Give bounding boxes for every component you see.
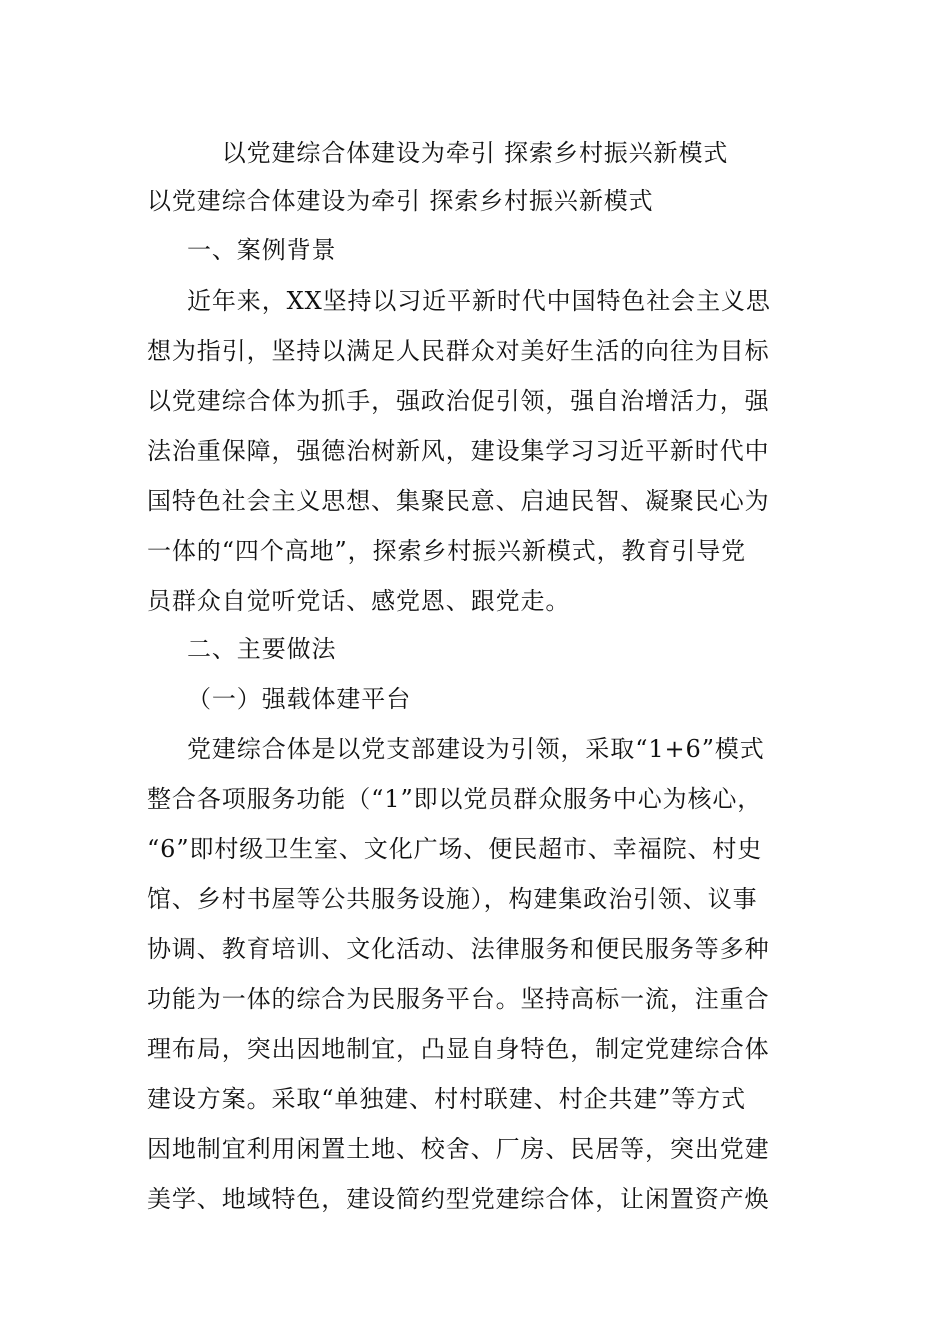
paragraph-line: 功能为一体的综合为民服务平台。坚持高标一流，注重合 [147, 985, 770, 1013]
subsection-heading: （一）强载体建平台 [187, 685, 412, 713]
paragraph-line: 馆、乡村书屋等公共服务设施），构建集政治引领、议事 [147, 885, 758, 913]
paragraph-line: 以党建综合体为抓手，强政治促引领，强自治增活力，强 [147, 387, 770, 415]
paragraph-line: 因地制宜利用闲置土地、校舍、厂房、民居等，突出党建 [147, 1135, 770, 1163]
document-title-left: 以党建综合体建设为牵引 探索乡村振兴新模式 [147, 187, 654, 215]
document-title-centered: 以党建综合体建设为牵引 探索乡村振兴新模式 [221, 139, 729, 167]
paragraph-line: 想为指引，坚持以满足人民群众对美好生活的向往为目标 [147, 337, 770, 365]
paragraph-line: 党建综合体是以党支部建设为引领，采取“1+6”模式 [187, 735, 765, 763]
paragraph-line: 整合各项服务功能（“1”即以党员群众服务中心为核心， [147, 785, 763, 813]
paragraph-line: 美学、地域特色，建设简约型党建综合体，让闲置资产焕 [147, 1185, 770, 1213]
paragraph-line: 建设方案。采取“单独建、村村联建、村企共建”等方式 [147, 1085, 747, 1113]
paragraph-line: 员群众自觉听党话、感党恩、跟党走。 [147, 587, 571, 615]
paragraph-line: 法治重保障，强德治树新风，建设集学习习近平新时代中 [147, 437, 770, 465]
paragraph-line: 国特色社会主义思想、集聚民意、启迪民智、凝聚民心为 [147, 487, 770, 515]
section-heading-practices: 二、主要做法 [187, 635, 337, 663]
paragraph-line: 近年来，XX坚持以习近平新时代中国特色社会主义思 [187, 287, 771, 315]
section-heading-background: 一、案例背景 [187, 236, 337, 264]
paragraph-line: 一体的“四个高地”，探索乡村振兴新模式，教育引导党 [147, 537, 747, 565]
paragraph-line: “6”即村级卫生室、文化广场、便民超市、幸福院、村史 [147, 835, 763, 863]
paragraph-line: 协调、教育培训、文化活动、法律服务和便民服务等多种 [147, 935, 770, 963]
paragraph-line: 理布局，突出因地制宜，凸显自身特色，制定党建综合体 [147, 1035, 770, 1063]
